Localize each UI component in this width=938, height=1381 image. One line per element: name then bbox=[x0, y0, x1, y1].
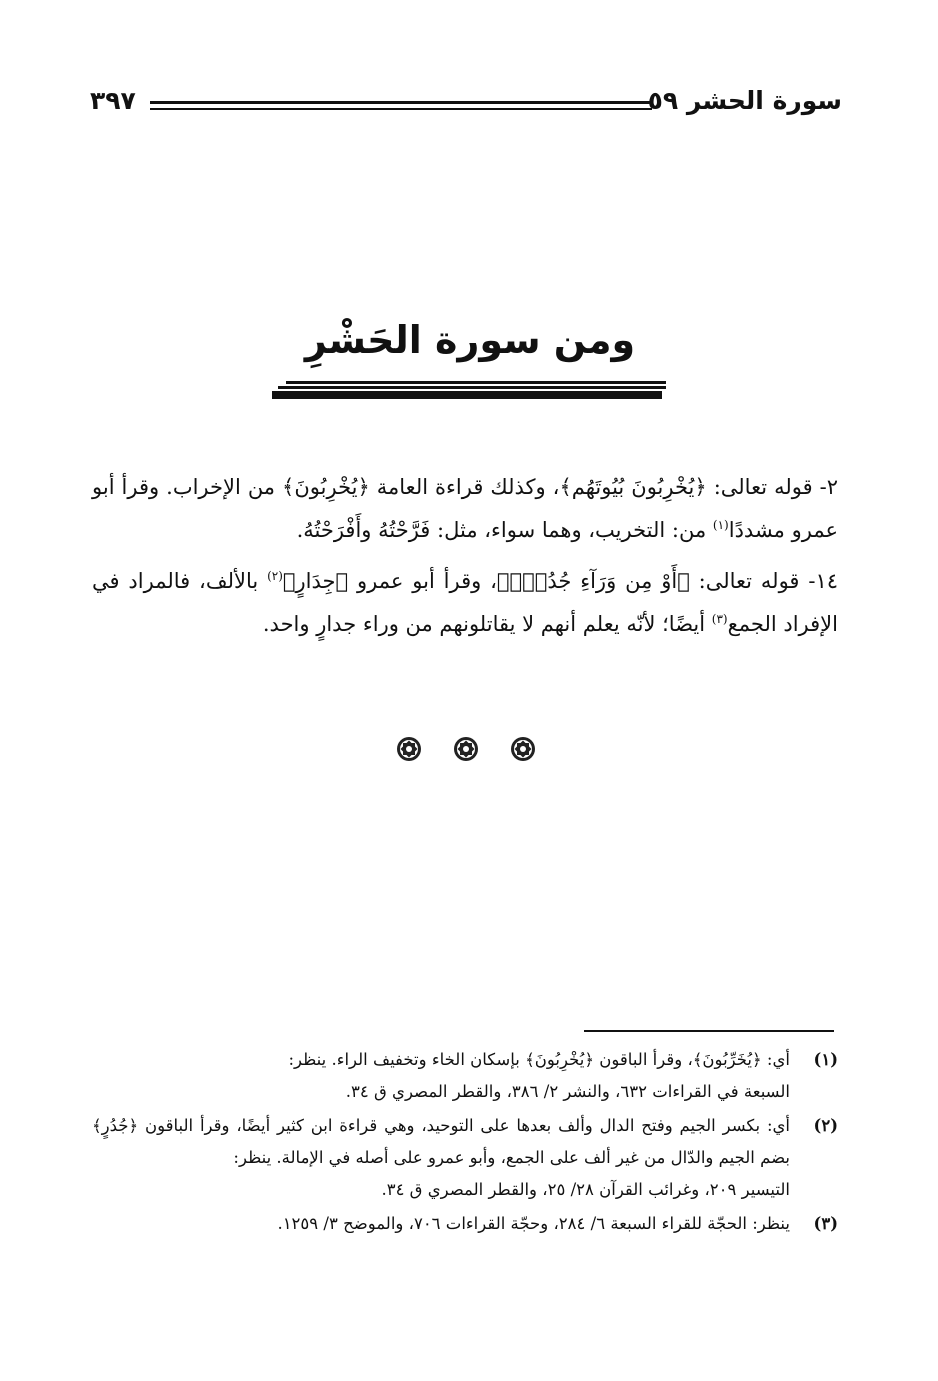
footnotes bbox=[92, 1044, 838, 1242]
surah-title: ومن سورة الحَشْرِ bbox=[304, 318, 636, 362]
footnote-text: ينظر: الحجّة للقراء السبعة ٦/ ٢٨٤، وحجّة القراءات ٧٠٦، والموضح ٣/ ١٢٥٩. bbox=[277, 1214, 790, 1233]
paragraph: ٢- قوله تعالى: ﴿يُخْرِبُونَ بُيُوتَهُم﴾، وكذلك قراءة العامة ﴿يُخْرِبُونَ﴾ من الإخراب. وقرأ أبو عمرو مشددًا$^{(١)}$ من: التخريب، وهما سواء، مثل: فَرَّحْتُهُ وأَفْرَحْتُهُ. bbox=[92, 475, 838, 542]
rosette-ornament-icon bbox=[453, 736, 479, 762]
header-rule bbox=[150, 101, 652, 110]
running-header-title: سورة الحشر ٥٩ bbox=[647, 86, 842, 115]
footnote-marker: (١) bbox=[813, 1050, 838, 1069]
footnote-text: أي: بكسر الجيم وفتح الدال وألف بعدها على التوحيد، وهي قراءة ابن كثير أيضًا، وقرأ الباقون ﴿جُدُرٍ﴾ بضم الجيم والدّال من غير ألف على الجمع، وأبو عمرو على أصله في الإمالة. ينظر: التيسير ٢٠٩، وغرائب القرآن ٢٨/ ٢٥، والقطر المصري ق ٣٤. bbox=[92, 1116, 790, 1199]
footnote-reference[interactable]: (١) bbox=[712, 518, 729, 532]
footnote-marker: (٢) bbox=[813, 1116, 838, 1135]
footnote bbox=[92, 1208, 838, 1240]
running-header bbox=[90, 86, 842, 122]
paragraph: ١٤- قوله تعالى: ﴿أَوْ مِن وَرَآءِ جُدُرِۭ﴾، وقرأ أبو عمرو ﴿جِدَارٍ﴾$^{(٢)}$ بالألف، فالمراد في الإفراد الجمع$^{(٣)}$ أيضًا؛ لأنّه يعلم أنهم لا يقاتلونهم من وراء جدارٍ واحد. bbox=[92, 569, 838, 636]
section-end-ornaments bbox=[396, 736, 536, 762]
rosette-ornament-icon bbox=[396, 736, 422, 762]
title-underline bbox=[272, 381, 666, 399]
footnote bbox=[92, 1044, 838, 1108]
footnote-marker: (٣) bbox=[813, 1214, 838, 1233]
footnote-text: أي: ﴿يُخَرِّبُونَ﴾، وقرأ الباقون ﴿يُخْرِبُونَ﴾ بإسكان الخاء وتخفيف الراء. ينظر: السبعة في القراءات ٦٣٢، والنشر ٢/ ٣٨٦، والقطر المصري ق ٣٤. bbox=[288, 1050, 790, 1101]
page-number: ٣٩٧ bbox=[90, 86, 136, 115]
main-text bbox=[92, 466, 838, 654]
footnote bbox=[92, 1110, 838, 1206]
footnote-reference[interactable]: (٣) bbox=[711, 612, 728, 626]
footnote-reference[interactable]: (٢) bbox=[267, 569, 283, 583]
rosette-ornament-icon bbox=[510, 736, 536, 762]
footnote-separator bbox=[584, 1030, 834, 1032]
